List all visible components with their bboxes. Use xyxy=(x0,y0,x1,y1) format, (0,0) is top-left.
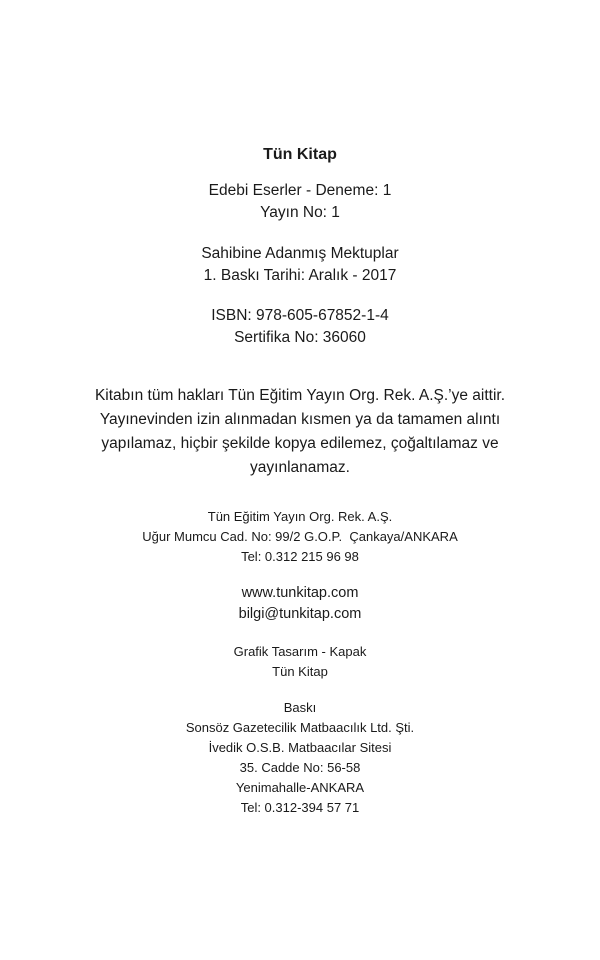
edition-date: 1. Baskı Tarihi: Aralık - 2017 xyxy=(203,267,397,284)
publisher-address-block xyxy=(0,507,600,567)
printer-street: 35. Cadde No: 56-58 xyxy=(239,760,361,775)
book-title: Sahibine Adanmış Mektuplar xyxy=(201,245,399,262)
publisher-name: Tün Kitap xyxy=(263,146,337,163)
rights-line: Kitabın tüm hakları Tün Eğitim Yayın Org. Rek. A.Ş.’ye aittir. xyxy=(94,387,506,404)
website: www.tunkitap.com xyxy=(241,585,359,601)
rights-line: Yayınevinden izin alınmadan kısmen ya da tamamen alıntı xyxy=(99,411,501,428)
rights-notice xyxy=(0,384,600,480)
certificate-number: Sertifika No: 36060 xyxy=(234,329,366,346)
print-label: Baskı xyxy=(283,700,317,715)
contact-block xyxy=(0,583,600,625)
book-block xyxy=(0,243,600,287)
publication-number: Yayın No: 1 xyxy=(260,204,340,221)
rights-line: yapılamaz, hiçbir şekilde kopya edilemez, çoğaltılamaz ve xyxy=(101,435,499,452)
publisher-block xyxy=(0,144,600,166)
series-block xyxy=(0,180,600,224)
printer-city: Yenimahalle-ANKARA xyxy=(235,780,365,795)
street-address: Uğur Mumcu Cad. No: 99/2 G.O.P. Çankaya/ANKARA xyxy=(142,529,458,544)
rights-line: yayınlanamaz. xyxy=(250,459,350,476)
design-label: Grafik Tasarım - Kapak xyxy=(233,644,367,659)
series-category: Edebi Eserler - Deneme: 1 xyxy=(208,182,392,199)
printer-company: Sonsöz Gazetecilik Matbaacılık Ltd. Şti. xyxy=(185,720,415,735)
printer-phone: Tel: 0.312-394 57 71 xyxy=(240,800,360,815)
publisher-phone: Tel: 0.312 215 96 98 xyxy=(241,549,359,564)
printing-block xyxy=(0,698,600,818)
company-name: Tün Eğitim Yayın Org. Rek. A.Ş. xyxy=(207,509,393,524)
printer-site: İvedik O.S.B. Matbaacılar Sitesi xyxy=(208,740,392,755)
email: bilgi@tunkitap.com xyxy=(238,606,362,622)
isbn: ISBN: 978-605-67852-1-4 xyxy=(211,307,389,324)
design-credit-block xyxy=(0,642,600,682)
design-by: Tün Kitap xyxy=(272,664,328,679)
identifiers-block xyxy=(0,305,600,349)
